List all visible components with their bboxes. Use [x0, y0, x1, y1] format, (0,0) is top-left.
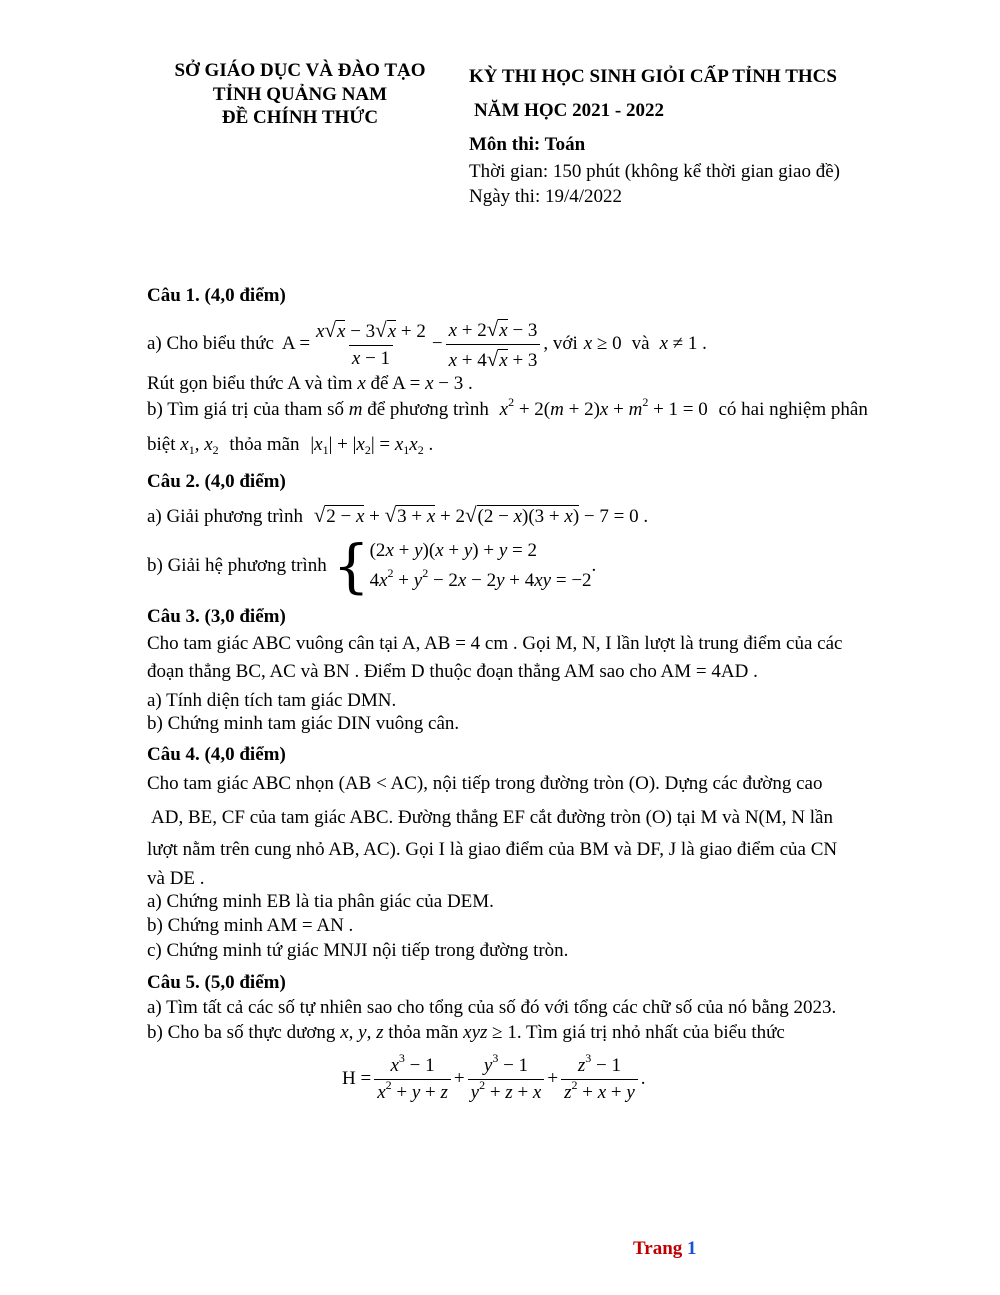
q1a-and: và: [631, 333, 650, 354]
q4-line2: AD, BE, CF của tam giác ABC. Đường thẳng EF cắt đường tròn (O) tại M và N(M, N lần: [151, 807, 833, 828]
page-number: 1: [687, 1238, 697, 1259]
q3b: b) Chứng minh tam giác DIN vuông cân.: [147, 713, 460, 734]
duration: Thời gian: 150 phút (không kể thời gian giao đề): [469, 161, 841, 182]
q5a: a) Tìm tất cả các số tự nhiên sao cho tổng của số đó với tổng các chữ số của nó bằng 2023.: [147, 997, 837, 1018]
q3-line1: Cho tam giác ABC vuông cân tại A, AB = 4 cm . Gọi M, N, I lần lượt là trung điểm của các: [147, 633, 843, 654]
q4-line1: Cho tam giác ABC nhọn (AB < AC), nội tiếp trong đường tròn (O). Dựng các đường cao: [147, 773, 823, 794]
school-year: NĂM HỌC 2021 - 2022: [474, 100, 664, 121]
q1b-line1: b) Tìm giá trị của tham số m để phương trình $x^2 + 2(m + 2)x + m^2 + 1 = 0$ có hai nghiệm phân: [147, 395, 868, 420]
q4-title: Câu 4. (4,0 điểm): [147, 744, 286, 765]
q4a: a) Chứng minh EB là tia phân giác của DEM.: [147, 891, 494, 912]
q4-line3: lượt nằm trên cung nhỏ AB, AC). Gọi I là giao điểm của BM và DF, J là giao điểm của CN: [147, 839, 838, 860]
page-footer: [633, 1238, 697, 1260]
q4b: b) Chứng minh AM = AN .: [147, 915, 354, 936]
q1a-line2: Rút gọn biểu thức A và tìm x để A = x − 3 .: [147, 373, 473, 394]
q1b-line2: biệt $x_1$, $x_2$ thỏa mãn $|x_1| + |x_2| = x_1x_2$ .: [147, 434, 434, 457]
exam-title: KỲ THI HỌC SINH GIỎI CẤP TỈNH THCS: [469, 66, 837, 87]
q1a-cond: , với: [543, 333, 578, 354]
q2-system: (2x + y)(x + y) + y = 2 $4x^2 + y^2 - 2x - 2y + 4xy = -2$: [369, 540, 592, 591]
q1-fraction-1: $\frac{x√x - 3√x + 2}{x - 1}$: [316, 318, 426, 369]
q2a-line: a) Giải phương trình √2 − x + √3 + x + 2√(2 − x)(3 + x) − 7 = 0 .: [147, 503, 649, 527]
q1a-prefix: a) Cho biểu thức: [147, 333, 274, 354]
q3-line2: đoạn thẳng BC, AC và BN . Điểm D thuộc đoạn thẳng AM sao cho AM = 4AD .: [147, 661, 758, 682]
q5b-line: b) Cho ba số thực dương x, y, z thỏa mãn xyz ≥ 1. Tìm giá trị nhỏ nhất của biểu thức: [147, 1022, 785, 1043]
q1-title: Câu 1. (4,0 điểm): [147, 285, 286, 306]
q4c: c) Chứng minh tứ giác MNJI nội tiếp trong đường tròn.: [147, 940, 569, 961]
q5-title: Câu 5. (5,0 điểm): [147, 972, 286, 993]
official-label: ĐỀ CHÍNH THỨC: [221, 107, 379, 128]
q1-fraction-2: $\frac{x + 2√x - 3}{x + 4√x + 3}$: [446, 317, 541, 372]
q2-title: Câu 2. (4,0 điểm): [147, 471, 286, 492]
exam-date: Ngày thi: 19/4/2022: [469, 186, 623, 207]
q3a: a) Tính diện tích tam giác DMN.: [147, 690, 397, 711]
q1a-line: a) Cho biểu thức A = $\frac{x√x - 3√x + 2}{x - 1}$ − $\frac{x + 2√x - 3}{x + 4√x + 3}$ , với x ≥ 0 và x ≠ 1 .: [147, 316, 707, 371]
footer-label: Trang: [633, 1238, 683, 1259]
province-name: TỈNH QUẢNG NAM: [212, 84, 388, 105]
dept-name: SỞ GIÁO DỤC VÀ ĐÀO TẠO: [174, 60, 426, 81]
subject: Môn thi: Toán: [469, 134, 586, 155]
q2b-line: b) Giải hệ phương trình { (2x + y)(x + y) + y = 2 $4x^2 + y^2 - 2x - 2y + 4xy = -2$ .: [147, 532, 597, 600]
q3-title: Câu 3. (3,0 điểm): [147, 606, 286, 627]
q5-expression: H = $\frac{x^3 - 1}{x^2 + y + z}$ + $\frac{y^3 - 1}{y^2 + z + x}$ + $\frac{z^3 - 1}{z^2 + x + y}$ .: [342, 1050, 646, 1103]
q4-line4: và DE .: [147, 868, 205, 889]
